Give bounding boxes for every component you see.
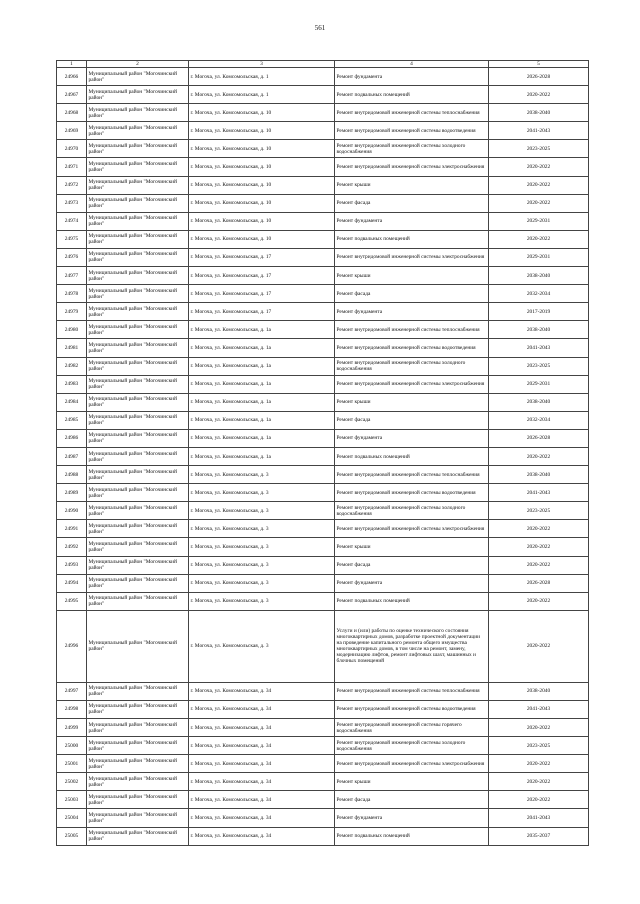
table-row bbox=[57, 194, 589, 212]
address-cell: г. Могоча, ул. Комсомольская, д. 34 bbox=[189, 827, 335, 845]
row-number-cell: 24990 bbox=[57, 502, 87, 520]
table-row bbox=[57, 303, 589, 321]
municipality-cell: Муниципальный район "Могочинский район" bbox=[87, 466, 189, 484]
row-number-cell: 25000 bbox=[57, 737, 87, 755]
address-cell: г. Могоча, ул. Комсомольская, д. 10 bbox=[189, 104, 335, 122]
row-number-cell: 24981 bbox=[57, 339, 87, 357]
period-cell: 2020-2022 bbox=[489, 755, 589, 773]
period-cell: 2020-2022 bbox=[489, 86, 589, 104]
table-row bbox=[57, 827, 589, 845]
municipality-cell: Муниципальный район "Могочинский район" bbox=[87, 502, 189, 520]
row-number-cell: 24986 bbox=[57, 429, 87, 447]
row-number-cell: 24974 bbox=[57, 212, 87, 230]
table-row bbox=[57, 393, 589, 411]
address-cell: г. Могоча, ул. Комсомольская, д. 1а bbox=[189, 429, 335, 447]
address-cell: г. Могоча, ул. Комсомольская, д. 10 bbox=[189, 176, 335, 194]
row-number-cell: 24982 bbox=[57, 357, 87, 375]
table-row bbox=[57, 592, 589, 610]
table-row bbox=[57, 230, 589, 248]
work-type-cell: Ремонт крыши bbox=[335, 773, 489, 791]
municipality-cell: Муниципальный район "Могочинский район" bbox=[87, 737, 189, 755]
table-row bbox=[57, 122, 589, 140]
table-row bbox=[57, 466, 589, 484]
row-number-cell: 24980 bbox=[57, 321, 87, 339]
period-cell: 2038-2040 bbox=[489, 321, 589, 339]
municipality-cell: Муниципальный район "Могочинский район" bbox=[87, 610, 189, 682]
work-type-cell: Ремонт подвальных помещений bbox=[335, 86, 489, 104]
period-cell: 2038-2040 bbox=[489, 682, 589, 700]
table-row bbox=[57, 447, 589, 465]
column-header: 2 bbox=[87, 61, 189, 68]
work-type-cell: Ремонт внутридомовой инженерной системы электроснабжения bbox=[335, 158, 489, 176]
address-cell: г. Могоча, ул. Комсомольская, д. 10 bbox=[189, 122, 335, 140]
work-type-cell: Ремонт фасада bbox=[335, 791, 489, 809]
table-body bbox=[57, 68, 589, 846]
table-row bbox=[57, 484, 589, 502]
address-cell: г. Могоча, ул. Комсомольская, д. 3 bbox=[189, 520, 335, 538]
municipality-cell: Муниципальный район "Могочинский район" bbox=[87, 104, 189, 122]
row-number-cell: 24997 bbox=[57, 682, 87, 700]
address-cell: г. Могоча, ул. Комсомольская, д. 3 bbox=[189, 466, 335, 484]
municipality-cell: Муниципальный район "Могочинский район" bbox=[87, 429, 189, 447]
column-header: 5 bbox=[489, 61, 589, 68]
row-number-cell: 24971 bbox=[57, 158, 87, 176]
period-cell: 2032-2034 bbox=[489, 285, 589, 303]
period-cell: 2029-2031 bbox=[489, 375, 589, 393]
address-cell: г. Могоча, ул. Комсомольская, д. 1а bbox=[189, 393, 335, 411]
address-cell: г. Могоча, ул. Комсомольская, д. 10 bbox=[189, 140, 335, 158]
table-row bbox=[57, 610, 589, 682]
municipality-cell: Муниципальный район "Могочинский район" bbox=[87, 230, 189, 248]
period-cell: 2035-2037 bbox=[489, 827, 589, 845]
address-cell: г. Могоча, ул. Комсомольская, д. 34 bbox=[189, 809, 335, 827]
table-row bbox=[57, 538, 589, 556]
table-row bbox=[57, 719, 589, 737]
work-type-cell: Ремонт фундамента bbox=[335, 429, 489, 447]
table-row bbox=[57, 321, 589, 339]
repair-schedule-table bbox=[56, 60, 589, 846]
period-cell: 2020-2022 bbox=[489, 230, 589, 248]
work-type-cell: Ремонт внутридомовой инженерной системы электроснабжения bbox=[335, 755, 489, 773]
period-cell: 2029-2031 bbox=[489, 248, 589, 266]
row-number-cell: 24983 bbox=[57, 375, 87, 393]
period-cell: 2038-2040 bbox=[489, 393, 589, 411]
row-number-cell: 24972 bbox=[57, 176, 87, 194]
period-cell: 2038-2040 bbox=[489, 267, 589, 285]
table-row bbox=[57, 267, 589, 285]
municipality-cell: Муниципальный район "Могочинский район" bbox=[87, 339, 189, 357]
municipality-cell: Муниципальный район "Могочинский район" bbox=[87, 827, 189, 845]
address-cell: г. Могоча, ул. Комсомольская, д. 1а bbox=[189, 357, 335, 375]
row-number-cell: 24992 bbox=[57, 538, 87, 556]
address-cell: г. Могоча, ул. Комсомольская, д. 34 bbox=[189, 773, 335, 791]
work-type-cell: Ремонт внутридомовой инженерной системы холодного водоснабжения bbox=[335, 502, 489, 520]
address-cell: г. Могоча, ул. Комсомольская, д. 34 bbox=[189, 719, 335, 737]
municipality-cell: Муниципальный район "Могочинский район" bbox=[87, 682, 189, 700]
period-cell: 2041-2043 bbox=[489, 700, 589, 718]
row-number-cell: 25004 bbox=[57, 809, 87, 827]
row-number-cell: 24987 bbox=[57, 447, 87, 465]
work-type-cell: Ремонт подвальных помещений bbox=[335, 447, 489, 465]
period-cell: 2038-2040 bbox=[489, 104, 589, 122]
address-cell: г. Могоча, ул. Комсомольская, д. 3 bbox=[189, 538, 335, 556]
table-row bbox=[57, 357, 589, 375]
work-type-cell: Ремонт внутридомовой инженерной системы электроснабжения bbox=[335, 520, 489, 538]
table-row bbox=[57, 140, 589, 158]
work-type-cell: Ремонт фасада bbox=[335, 285, 489, 303]
period-cell: 2020-2022 bbox=[489, 773, 589, 791]
address-cell: г. Могоча, ул. Комсомольская, д. 34 bbox=[189, 755, 335, 773]
period-cell: 2041-2043 bbox=[489, 484, 589, 502]
table-row bbox=[57, 520, 589, 538]
work-type-cell: Ремонт внутридомовой инженерной системы горячего водоснабжения bbox=[335, 719, 489, 737]
row-number-cell: 25003 bbox=[57, 791, 87, 809]
period-cell: 2020-2022 bbox=[489, 556, 589, 574]
work-type-cell: Ремонт внутридомовой инженерной системы холодного водоснабжения bbox=[335, 737, 489, 755]
table-row bbox=[57, 737, 589, 755]
period-cell: 2020-2022 bbox=[489, 592, 589, 610]
municipality-cell: Муниципальный район "Могочинский район" bbox=[87, 321, 189, 339]
work-type-cell: Ремонт крыши bbox=[335, 267, 489, 285]
address-cell: г. Могоча, ул. Комсомольская, д. 1 bbox=[189, 86, 335, 104]
work-type-cell: Ремонт внутридомовой инженерной системы теплоснабжения bbox=[335, 321, 489, 339]
work-type-cell: Ремонт внутридомовой инженерной системы холодного водоснабжения bbox=[335, 357, 489, 375]
period-cell: 2041-2043 bbox=[489, 809, 589, 827]
address-cell: г. Могоча, ул. Комсомольская, д. 1а bbox=[189, 447, 335, 465]
period-cell: 2020-2022 bbox=[489, 791, 589, 809]
work-type-cell: Ремонт крыши bbox=[335, 538, 489, 556]
table-row bbox=[57, 682, 589, 700]
municipality-cell: Муниципальный район "Могочинский район" bbox=[87, 194, 189, 212]
row-number-cell: 25005 bbox=[57, 827, 87, 845]
municipality-cell: Муниципальный район "Могочинский район" bbox=[87, 574, 189, 592]
municipality-cell: Муниципальный район "Могочинский район" bbox=[87, 357, 189, 375]
municipality-cell: Муниципальный район "Могочинский район" bbox=[87, 700, 189, 718]
row-number-cell: 24995 bbox=[57, 592, 87, 610]
work-type-cell: Ремонт фасада bbox=[335, 194, 489, 212]
municipality-cell: Муниципальный район "Могочинский район" bbox=[87, 484, 189, 502]
work-type-cell: Ремонт внутридомовой инженерной системы теплоснабжения bbox=[335, 466, 489, 484]
work-type-cell: Ремонт внутридомовой инженерной системы электроснабжения bbox=[335, 248, 489, 266]
row-number-cell: 24991 bbox=[57, 520, 87, 538]
page-number: 561 bbox=[314, 24, 326, 32]
period-cell: 2020-2022 bbox=[489, 538, 589, 556]
work-type-cell: Ремонт подвальных помещений bbox=[335, 230, 489, 248]
period-cell: 2026-2028 bbox=[489, 429, 589, 447]
table-header bbox=[57, 61, 589, 68]
address-cell: г. Могоча, ул. Комсомольская, д. 1а bbox=[189, 375, 335, 393]
work-type-cell: Ремонт фундамента bbox=[335, 68, 489, 86]
address-cell: г. Могоча, ул. Комсомольская, д. 1 bbox=[189, 68, 335, 86]
address-cell: г. Могоча, ул. Комсомольская, д. 17 bbox=[189, 248, 335, 266]
period-cell: 2020-2022 bbox=[489, 447, 589, 465]
row-number-cell: 25001 bbox=[57, 755, 87, 773]
municipality-cell: Муниципальный район "Могочинский район" bbox=[87, 158, 189, 176]
municipality-cell: Муниципальный район "Могочинский район" bbox=[87, 809, 189, 827]
address-cell: г. Могоча, ул. Комсомольская, д. 3 bbox=[189, 502, 335, 520]
row-number-cell: 24975 bbox=[57, 230, 87, 248]
row-number-cell: 24993 bbox=[57, 556, 87, 574]
period-cell: 2020-2022 bbox=[489, 719, 589, 737]
address-cell: г. Могоча, ул. Комсомольская, д. 10 bbox=[189, 212, 335, 230]
address-cell: г. Могоча, ул. Комсомольская, д. 17 bbox=[189, 267, 335, 285]
period-cell: 2020-2022 bbox=[489, 194, 589, 212]
municipality-cell: Муниципальный район "Могочинский район" bbox=[87, 303, 189, 321]
municipality-cell: Муниципальный район "Могочинский район" bbox=[87, 755, 189, 773]
work-type-cell: Ремонт внутридомовой инженерной системы электроснабжения bbox=[335, 375, 489, 393]
period-cell: 2032-2034 bbox=[489, 411, 589, 429]
period-cell: 2026-2028 bbox=[489, 68, 589, 86]
address-cell: г. Могоча, ул. Комсомольская, д. 17 bbox=[189, 303, 335, 321]
municipality-cell: Муниципальный район "Могочинский район" bbox=[87, 791, 189, 809]
work-type-cell: Ремонт внутридомовой инженерной системы холодного водоснабжения bbox=[335, 140, 489, 158]
period-cell: 2023-2025 bbox=[489, 140, 589, 158]
address-cell: г. Могоча, ул. Комсомольская, д. 3 bbox=[189, 592, 335, 610]
table-row bbox=[57, 556, 589, 574]
address-cell: г. Могоча, ул. Комсомольская, д. 3 bbox=[189, 610, 335, 682]
municipality-cell: Муниципальный район "Могочинский район" bbox=[87, 140, 189, 158]
period-cell: 2020-2022 bbox=[489, 176, 589, 194]
work-type-cell: Ремонт внутридомовой инженерной системы водоотведения bbox=[335, 700, 489, 718]
row-number-cell: 24985 bbox=[57, 411, 87, 429]
address-cell: г. Могоча, ул. Комсомольская, д. 10 bbox=[189, 158, 335, 176]
row-number-cell: 24998 bbox=[57, 700, 87, 718]
table-row bbox=[57, 791, 589, 809]
period-cell: 2026-2028 bbox=[489, 574, 589, 592]
column-header: 4 bbox=[335, 61, 489, 68]
table-row bbox=[57, 86, 589, 104]
municipality-cell: Муниципальный район "Могочинский район" bbox=[87, 719, 189, 737]
table-row bbox=[57, 773, 589, 791]
address-cell: г. Могоча, ул. Комсомольская, д. 1а bbox=[189, 339, 335, 357]
municipality-cell: Муниципальный район "Могочинский район" bbox=[87, 556, 189, 574]
period-cell: 2020-2022 bbox=[489, 520, 589, 538]
table-row bbox=[57, 429, 589, 447]
address-cell: г. Могоча, ул. Комсомольская, д. 3 bbox=[189, 556, 335, 574]
column-header: 1 bbox=[57, 61, 87, 68]
address-cell: г. Могоча, ул. Комсомольская, д. 3 bbox=[189, 574, 335, 592]
table-row bbox=[57, 104, 589, 122]
municipality-cell: Муниципальный район "Могочинский район" bbox=[87, 86, 189, 104]
column-header: 3 bbox=[189, 61, 335, 68]
row-number-cell: 24994 bbox=[57, 574, 87, 592]
period-cell: 2020-2022 bbox=[489, 610, 589, 682]
work-type-cell: Ремонт внутридомовой инженерной системы водоотведения bbox=[335, 122, 489, 140]
period-cell: 2023-2025 bbox=[489, 357, 589, 375]
row-number-cell: 24969 bbox=[57, 122, 87, 140]
work-type-cell: Услуги и (или) работы по оценке технического состояния многоквартирных домов, разработке проектной документации на проведение капитального ремонта общего имущества многоквартирных домов, в том числе на ремонт, замену, модернизацию лифтов, ремонт лифтовых шахт, машинных и блочных помещений bbox=[335, 610, 489, 682]
table-row bbox=[57, 158, 589, 176]
municipality-cell: Муниципальный район "Могочинский район" bbox=[87, 592, 189, 610]
municipality-cell: Муниципальный район "Могочинский район" bbox=[87, 122, 189, 140]
work-type-cell: Ремонт внутридомовой инженерной системы водоотведения bbox=[335, 339, 489, 357]
table-row bbox=[57, 212, 589, 230]
municipality-cell: Муниципальный район "Могочинский район" bbox=[87, 538, 189, 556]
work-type-cell: Ремонт фундамента bbox=[335, 212, 489, 230]
table-row bbox=[57, 68, 589, 86]
row-number-cell: 24970 bbox=[57, 140, 87, 158]
address-cell: г. Могоча, ул. Комсомольская, д. 3 bbox=[189, 484, 335, 502]
row-number-cell: 24977 bbox=[57, 267, 87, 285]
work-type-cell: Ремонт фасада bbox=[335, 556, 489, 574]
address-cell: г. Могоча, ул. Комсомольская, д. 10 bbox=[189, 230, 335, 248]
row-number-cell: 24984 bbox=[57, 393, 87, 411]
municipality-cell: Муниципальный район "Могочинский район" bbox=[87, 375, 189, 393]
address-cell: г. Могоча, ул. Комсомольская, д. 1а bbox=[189, 411, 335, 429]
work-type-cell: Ремонт внутридомовой инженерной системы теплоснабжения bbox=[335, 682, 489, 700]
work-type-cell: Ремонт фундамента bbox=[335, 303, 489, 321]
table-row bbox=[57, 375, 589, 393]
period-cell: 2041-2043 bbox=[489, 122, 589, 140]
address-cell: г. Могоча, ул. Комсомольская, д. 34 bbox=[189, 791, 335, 809]
row-number-cell: 24968 bbox=[57, 104, 87, 122]
work-type-cell: Ремонт фундамента bbox=[335, 574, 489, 592]
row-number-cell: 24967 bbox=[57, 86, 87, 104]
period-cell: 2029-2031 bbox=[489, 212, 589, 230]
period-cell: 2023-2025 bbox=[489, 737, 589, 755]
municipality-cell: Муниципальный район "Могочинский район" bbox=[87, 68, 189, 86]
table-row bbox=[57, 176, 589, 194]
table-row bbox=[57, 700, 589, 718]
period-cell: 2020-2022 bbox=[489, 158, 589, 176]
municipality-cell: Муниципальный район "Могочинский район" bbox=[87, 248, 189, 266]
row-number-cell: 24999 bbox=[57, 719, 87, 737]
period-cell: 2023-2025 bbox=[489, 502, 589, 520]
address-cell: г. Могоча, ул. Комсомольская, д. 34 bbox=[189, 682, 335, 700]
address-cell: г. Могоча, ул. Комсомольская, д. 17 bbox=[189, 285, 335, 303]
work-type-cell: Ремонт фундамента bbox=[335, 809, 489, 827]
table-row bbox=[57, 411, 589, 429]
work-type-cell: Ремонт крыши bbox=[335, 176, 489, 194]
row-number-cell: 24996 bbox=[57, 610, 87, 682]
table-row bbox=[57, 502, 589, 520]
work-type-cell: Ремонт подвальных помещений bbox=[335, 592, 489, 610]
row-number-cell: 25002 bbox=[57, 773, 87, 791]
period-cell: 2017-2019 bbox=[489, 303, 589, 321]
row-number-cell: 24979 bbox=[57, 303, 87, 321]
municipality-cell: Муниципальный район "Могочинский район" bbox=[87, 411, 189, 429]
row-number-cell: 24988 bbox=[57, 466, 87, 484]
municipality-cell: Муниципальный район "Могочинский район" bbox=[87, 393, 189, 411]
period-cell: 2041-2043 bbox=[489, 339, 589, 357]
address-cell: г. Могоча, ул. Комсомольская, д. 34 bbox=[189, 700, 335, 718]
table-row bbox=[57, 755, 589, 773]
municipality-cell: Муниципальный район "Могочинский район" bbox=[87, 267, 189, 285]
table-row bbox=[57, 248, 589, 266]
period-cell: 2038-2040 bbox=[489, 466, 589, 484]
work-type-cell: Ремонт фасада bbox=[335, 411, 489, 429]
address-cell: г. Могоча, ул. Комсомольская, д. 10 bbox=[189, 194, 335, 212]
table-row bbox=[57, 285, 589, 303]
table-row bbox=[57, 339, 589, 357]
municipality-cell: Муниципальный район "Могочинский район" bbox=[87, 520, 189, 538]
work-type-cell: Ремонт внутридомовой инженерной системы теплоснабжения bbox=[335, 104, 489, 122]
row-number-cell: 24973 bbox=[57, 194, 87, 212]
municipality-cell: Муниципальный район "Могочинский район" bbox=[87, 212, 189, 230]
address-cell: г. Могоча, ул. Комсомольская, д. 1а bbox=[189, 321, 335, 339]
table-row bbox=[57, 574, 589, 592]
municipality-cell: Муниципальный район "Могочинский район" bbox=[87, 285, 189, 303]
municipality-cell: Муниципальный район "Могочинский район" bbox=[87, 447, 189, 465]
row-number-cell: 24978 bbox=[57, 285, 87, 303]
municipality-cell: Муниципальный район "Могочинский район" bbox=[87, 773, 189, 791]
work-type-cell: Ремонт крыши bbox=[335, 393, 489, 411]
work-type-cell: Ремонт внутридомовой инженерной системы водоотведения bbox=[335, 484, 489, 502]
row-number-cell: 24976 bbox=[57, 248, 87, 266]
table-row bbox=[57, 809, 589, 827]
row-number-cell: 24966 bbox=[57, 68, 87, 86]
work-type-cell: Ремонт подвальных помещений bbox=[335, 827, 489, 845]
row-number-cell: 24989 bbox=[57, 484, 87, 502]
municipality-cell: Муниципальный район "Могочинский район" bbox=[87, 176, 189, 194]
address-cell: г. Могоча, ул. Комсомольская, д. 34 bbox=[189, 737, 335, 755]
